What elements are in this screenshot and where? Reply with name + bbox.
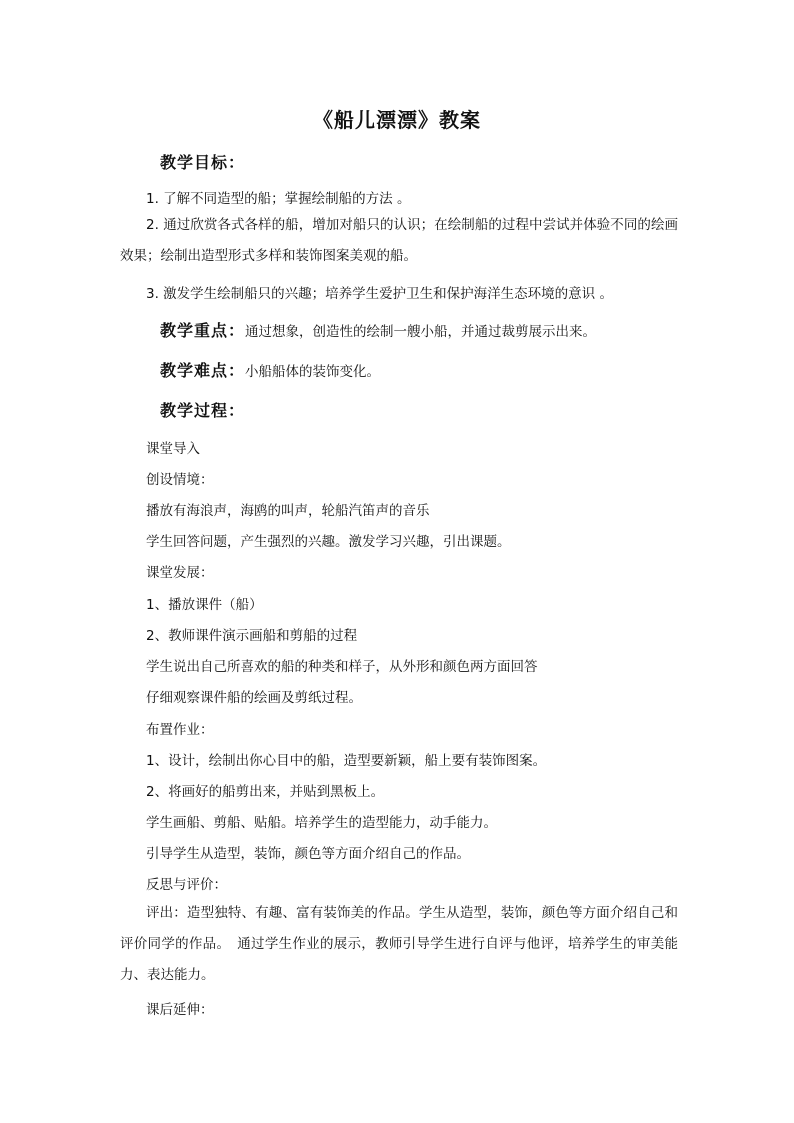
objective-item-2: 2. 通过欣赏各式各样的船，增加对船只的认识；在绘制船的过程中尝试并体验不同的绘画效果；绘制出造型形式多样和装饰图案美观的船。: [120, 217, 678, 264]
key-point-line: [160, 318, 596, 341]
process-line: 2、将画好的船剪出来，并贴到黑板上。: [146, 784, 385, 800]
process-line: 课堂导入: [146, 441, 200, 457]
evaluation-paragraph: 评出：造型独特、有趣、富有装饰美的作品。学生从造型，装饰，颜色等方面介绍自己和评价同学的作品。 通过学生作业的展示，教师引导学生进行自评与他评，培养学生的审美能力、表达能力。: [120, 905, 678, 983]
process-line: 2、教师课件演示画船和剪船的过程: [146, 628, 358, 644]
difficulty-text: 小船船体的装饰变化。: [245, 364, 381, 380]
key-point-label: 教学重点：: [160, 321, 246, 340]
process-line: 反思与评价：: [146, 877, 227, 893]
extension-heading: 课后延伸：: [146, 1002, 214, 1018]
process-line: 课堂发展：: [146, 565, 214, 581]
key-point-text: 通过想象，创造性的绘制一艘小船，并通过裁剪展示出来。: [245, 324, 597, 340]
process-line: 学生回答问题，产生强烈的兴趣。激发学习兴趣，引出课题。: [146, 534, 511, 550]
process-line: 创设情境：: [146, 472, 214, 488]
process-line: 学生说出自己所喜欢的船的种类和样子，从外形和颜色两方面回答: [146, 659, 538, 675]
difficulty-line: [160, 358, 380, 381]
objective-item-1: 1. 了解不同造型的船；掌握绘制船的方法 。: [146, 191, 411, 207]
difficulty-label: 教学难点：: [160, 361, 246, 380]
process-line: 1、播放课件（船）: [146, 597, 263, 613]
objective-item-3: 3. 激发学生绘制船只的兴趣；培养学生爱护卫生和保护海洋生态环境的意识 。: [146, 286, 613, 302]
objectives-heading: 教学目标：: [160, 153, 246, 172]
process-line: 播放有海浪声，海鸥的叫声，轮船汽笛声的音乐: [146, 503, 430, 519]
document-title: 《船儿漂漂》教案: [313, 108, 481, 132]
process-line: 仔细观察课件船的绘画及剪纸过程。: [146, 690, 362, 706]
process-line: 布置作业：: [146, 722, 214, 738]
process-line: 1、设计，绘制出你心目中的船，造型要新颖，船上要有装饰图案。: [146, 753, 547, 769]
process-line: 学生画船、剪船、贴船。培养学生的造型能力，动手能力。: [146, 815, 497, 831]
process-heading: 教学过程：: [160, 401, 246, 420]
process-line: 引导学生从造型，装饰，颜色等方面介绍自己的作品。: [146, 846, 470, 862]
